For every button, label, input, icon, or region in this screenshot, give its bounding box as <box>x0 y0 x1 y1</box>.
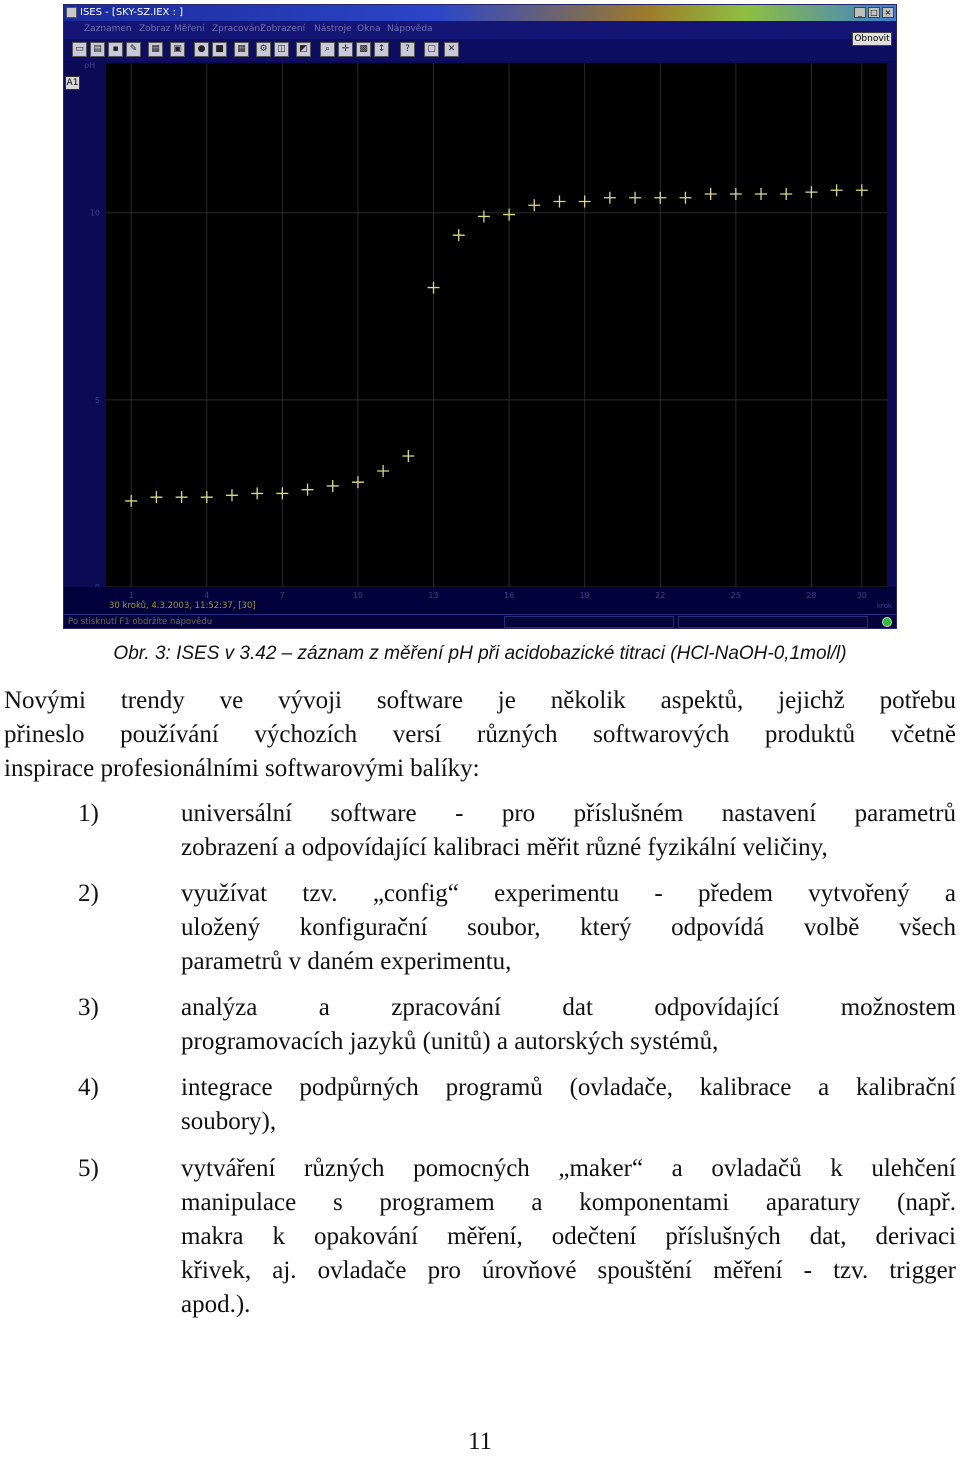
status-pane <box>504 616 674 628</box>
x-tick-label: 4 <box>204 591 210 600</box>
table-icon[interactable]: ▦ <box>234 42 249 57</box>
ises-window <box>63 4 897 629</box>
title-bar[interactable] <box>64 5 896 21</box>
menu-item[interactable]: Měření <box>174 24 205 34</box>
text-line: integrace podpůrných programů (ovladače, kalibrace a kalibrační <box>181 1074 956 1101</box>
x-tick-label: 22 <box>655 591 666 600</box>
text-line: manipulace s programem a komponentami aparatury (např. <box>181 1189 956 1216</box>
y-axis-unit: pH <box>84 61 96 70</box>
text-line: přineslo používání výchozích versí různých softwarových produktů včetně <box>4 721 956 748</box>
list-number: 4) <box>78 1074 99 1101</box>
text-line: apod.). <box>181 1291 251 1318</box>
app-icon <box>66 7 77 18</box>
print-icon[interactable]: ▣ <box>170 42 185 57</box>
scale-icon[interactable]: ↕ <box>374 42 389 57</box>
page-number: 11 <box>467 1428 493 1455</box>
save-icon[interactable]: ▪ <box>108 42 123 57</box>
x-tick-label: 13 <box>428 591 439 600</box>
window-title: ISES - [SKY-SZ.IEX : ] <box>80 7 184 18</box>
toolbar <box>64 39 896 61</box>
list-number: 1) <box>78 800 99 827</box>
text-line: universální software - pro příslušném nastavení parametrů <box>181 800 956 827</box>
y-tick-label: 10 <box>89 208 100 218</box>
x-tick-label: 16 <box>504 591 515 600</box>
edit-icon[interactable]: ✎ <box>126 42 141 57</box>
close-icon[interactable]: × <box>882 7 894 18</box>
x-axis <box>106 589 897 601</box>
x-tick-label: 10 <box>352 591 364 600</box>
menu-item[interactable]: Nápověda <box>387 24 433 34</box>
figure-caption: Obr. 3: ISES v 3.42 – záznam z měření pH při acidobazické titraci (HCl-NaOH-0,1mol/l) <box>113 643 847 664</box>
text-line: Novými trendy ve vývoji software je několik aspektů, jejichž potřebu <box>4 687 956 714</box>
status-bar <box>64 614 896 629</box>
settings-icon[interactable]: ⚙ <box>256 42 271 57</box>
minimize-icon[interactable]: _ <box>854 7 866 18</box>
list-number: 2) <box>78 880 99 907</box>
new-file-icon[interactable]: ▭ <box>72 42 87 57</box>
text-line: uložený konfigurační soubor, který odpovídá volbě všech <box>181 914 956 941</box>
y-tick-label: 5 <box>94 395 100 405</box>
text-line: inspirace profesionálními softwarovými balíky: <box>4 755 480 782</box>
stop-icon[interactable]: ■ <box>212 42 227 57</box>
maximize-icon[interactable]: □ <box>868 7 880 18</box>
plot-area[interactable] <box>89 63 887 587</box>
text-line: analýza a zpracování dat odpovídající možnostem <box>181 994 956 1021</box>
status-text: Po stisknutí F1 obdržíte nápovědu <box>68 617 213 627</box>
record-icon[interactable]: ● <box>194 42 209 57</box>
refresh-button[interactable]: Obnovit <box>852 32 892 46</box>
open-folder-icon[interactable]: ▤ <box>90 42 105 57</box>
intro-paragraph <box>4 684 956 786</box>
cursor-icon[interactable]: ✛ <box>338 42 353 57</box>
list-number: 5) <box>78 1155 99 1182</box>
menu-item[interactable]: Zobraz <box>139 24 171 34</box>
config-icon[interactable]: ▦ <box>148 42 163 57</box>
menu-item[interactable]: Nástroje <box>314 24 352 34</box>
text-line: zobrazení a odpovídající kalibraci měřit různé fyzikální veličiny, <box>181 834 828 861</box>
text-line: využívat tzv. „config“ experimentu - předem vytvořený a <box>181 880 956 907</box>
text-line: křivek, aj. ovladače pro úrovňové spouštění měření - tzv. trigger <box>181 1257 956 1284</box>
list-number: 3) <box>78 994 99 1021</box>
help-icon[interactable]: ? <box>400 42 415 57</box>
channel-a1-button[interactable]: A1 <box>66 78 79 88</box>
text-line: parametrů v daném experimentu, <box>181 948 512 975</box>
x-tick-label: 28 <box>806 591 817 600</box>
text-line: soubory), <box>181 1108 277 1135</box>
text-line: programovacích jazyků (unitů) a autorských systémů, <box>181 1028 719 1055</box>
x-tick-label: 7 <box>279 591 285 600</box>
window-icon[interactable]: ▢ <box>424 42 439 57</box>
status-led-icon <box>882 617 892 627</box>
menu-item[interactable]: Zobrazení <box>260 24 306 34</box>
x-axis-unit: krok <box>876 602 892 610</box>
text-line: makra k opakování měření, odečtení příslušných dat, derivaci <box>181 1223 956 1250</box>
grid-icon[interactable]: ▩ <box>356 42 371 57</box>
status-pane <box>678 616 868 628</box>
menu-bar <box>64 21 896 39</box>
text-line: vytváření různých pomocných „maker“ a ovladačů k ulehčení <box>181 1155 956 1182</box>
menu-item[interactable]: Okna <box>357 24 381 34</box>
channel-icon[interactable]: ◫ <box>274 42 289 57</box>
zoom-icon[interactable]: ⌕ <box>320 42 335 57</box>
titration-chart <box>89 63 887 587</box>
x-tick-label: 1 <box>128 591 134 600</box>
menu-item[interactable]: Zpracování <box>212 24 263 34</box>
x-tick-label: 25 <box>730 591 741 600</box>
x-tick-label: 30 <box>856 591 867 600</box>
plot-background <box>106 63 887 587</box>
graph-icon[interactable]: ◩ <box>296 42 311 57</box>
x-tick-label: 19 <box>579 591 590 600</box>
exit-icon[interactable]: ✕ <box>444 42 459 57</box>
menu-item[interactable]: Zaznamen <box>84 24 132 34</box>
cursor-info: 30 kroků, 4.3.2003, 11:52:37, [30] <box>109 601 256 611</box>
